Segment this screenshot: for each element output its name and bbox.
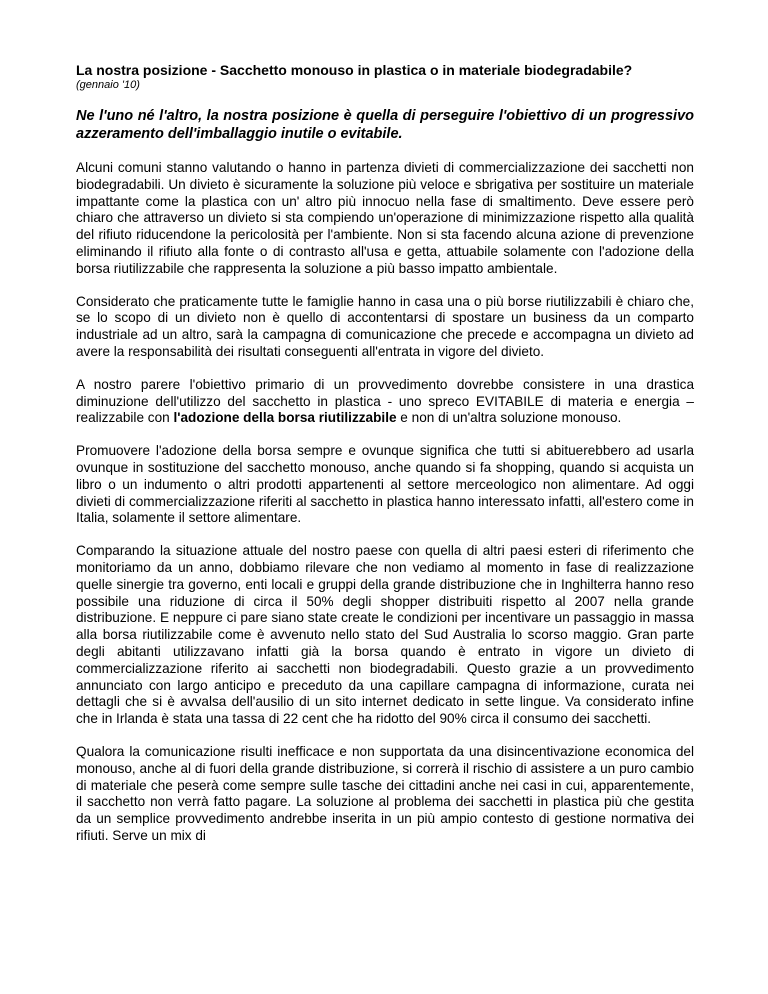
- body-paragraph: Promuovere l'adozione della borsa sempre e ovunque significa che tutti si abituerebbero ad usarla ovunque in sostituzione del sacchetto monouso, anche quando si fa shopping, quando si acquista un libro o un indumento o altri prodotti appartenenti al settore merceologico non alimentare. Ad oggi divieti di commercializzazione riferiti al sacchetto in plastica hanno interessato infatti, all'estero come in Italia, solamente il settore alimentare.: [76, 443, 694, 526]
- document-title: La nostra posizione - Sacchetto monouso in plastica o in materiale biodegradabile?: [76, 62, 633, 78]
- body-paragraph: Considerato che praticamente tutte le famiglie hanno in casa una o più borse riutilizzabili è chiaro che, se lo scopo di un divieto non è quello di accontentarsi di spostare un business da un comparto industriale ad un altro, sarà la campagna di comunicazione che precede e accompagna un divieto ad avere la responsabilità dei risultati conseguenti all'entrata in vigore del divieto.: [76, 293, 694, 359]
- highlighted-text: l'adozione della borsa riutilizzabile: [173, 410, 397, 426]
- paragraph-text: e non di un'altra soluzione monouso.: [396, 410, 622, 426]
- document-date: (gennaio '10): [76, 79, 140, 91]
- document-page: [76, 62, 694, 845]
- lead-paragraph: Ne l'uno né l'altro, la nostra posizione è quella di perseguire l'obiettivo di un progressivo azzeramento dell'imballaggio inutile o evitabile.: [76, 108, 694, 142]
- paragraph-text: A nostro parere l'obiettivo primario di un provvedimento dovrebbe consistere in una drastica diminuzione dell'utilizzo del sacchetto in plastica - uno spreco EVITABILE di materia e energia – realizzabile con: [76, 376, 694, 426]
- body-paragraph: Comparando la situazione attuale del nostro paese con quella di altri paesi esteri di riferimento che monitoriamo da un anno, dobbiamo rilevare che non vediamo al momento in fase di realizzazione quelle sinergie tra governo, enti locali e gruppi della grande distribuzione che in Inghilterra hanno reso possibile una riduzione di circa il 50% degli shopper distribuiti rispetto al 2007 nella grande distribuzione. E neppure ci pare siano state create le condizioni per incentivare un passaggio in massa alla borsa riutilizzabile come è avvenuto nello stato del Sud Australia lo scorso maggio. Gran parte degli abitanti utilizzavano infatti già la borsa quando è entrato in vigore un divieto di commercializzazione riferito ai sacchetti non biodegradabili. Questo grazie a un provvedimento annunciato con largo anticipo e preceduto da una capillare campagna di informazione, curata nei dettagli che si è avvalsa dell'ausilio di un sito internet dedicato in sette lingue. Va considerato infine che in Irlanda è stata una tassa di 22 cent che ha ridotto del 90% circa il consumo dei sacchetti.: [76, 543, 694, 727]
- body-paragraph: Qualora la comunicazione risulti inefficace e non supportata da una disincentivazione economica del monouso, anche al di fuori della grande distribuzione, si correrà il rischio di assistere a un puro cambio di materiale che peserà come sempre sulle tasche dei cittadini anche nei casi in cui, apparentemente, il sacchetto non verrà fatto pagare. La soluzione al problema dei sacchetti in plastica più che gestita da un semplice provvedimento andrebbe inserita in un più ampio contesto di gestione normativa dei rifiuti. Serve un mix di: [76, 743, 694, 843]
- body-paragraph: Alcuni comuni stanno valutando o hanno in partenza divieti di commercializzazione dei sacchetti non biodegradabili. Un divieto è sicuramente la soluzione più veloce e sbrigativa per sostituire un materiale impattante come la plastica con un' altro più innocuo nella fase di smaltimento. Deve essere però chiaro che attraverso un divieto si sta compiendo un'operazione di minimizzazione rispetto alla qualità del rifiuto riducendone la pericolosità per l'ambiente. Non si sta facendo alcuna azione di prevenzione eliminando il rifiuto alla fonte o di contrasto all'usa e getta, attuabile solamente con l'adozione della borsa riutilizzabile che rappresenta la soluzione a più basso impatto ambientale.: [76, 160, 694, 276]
- body-paragraph: [76, 377, 694, 427]
